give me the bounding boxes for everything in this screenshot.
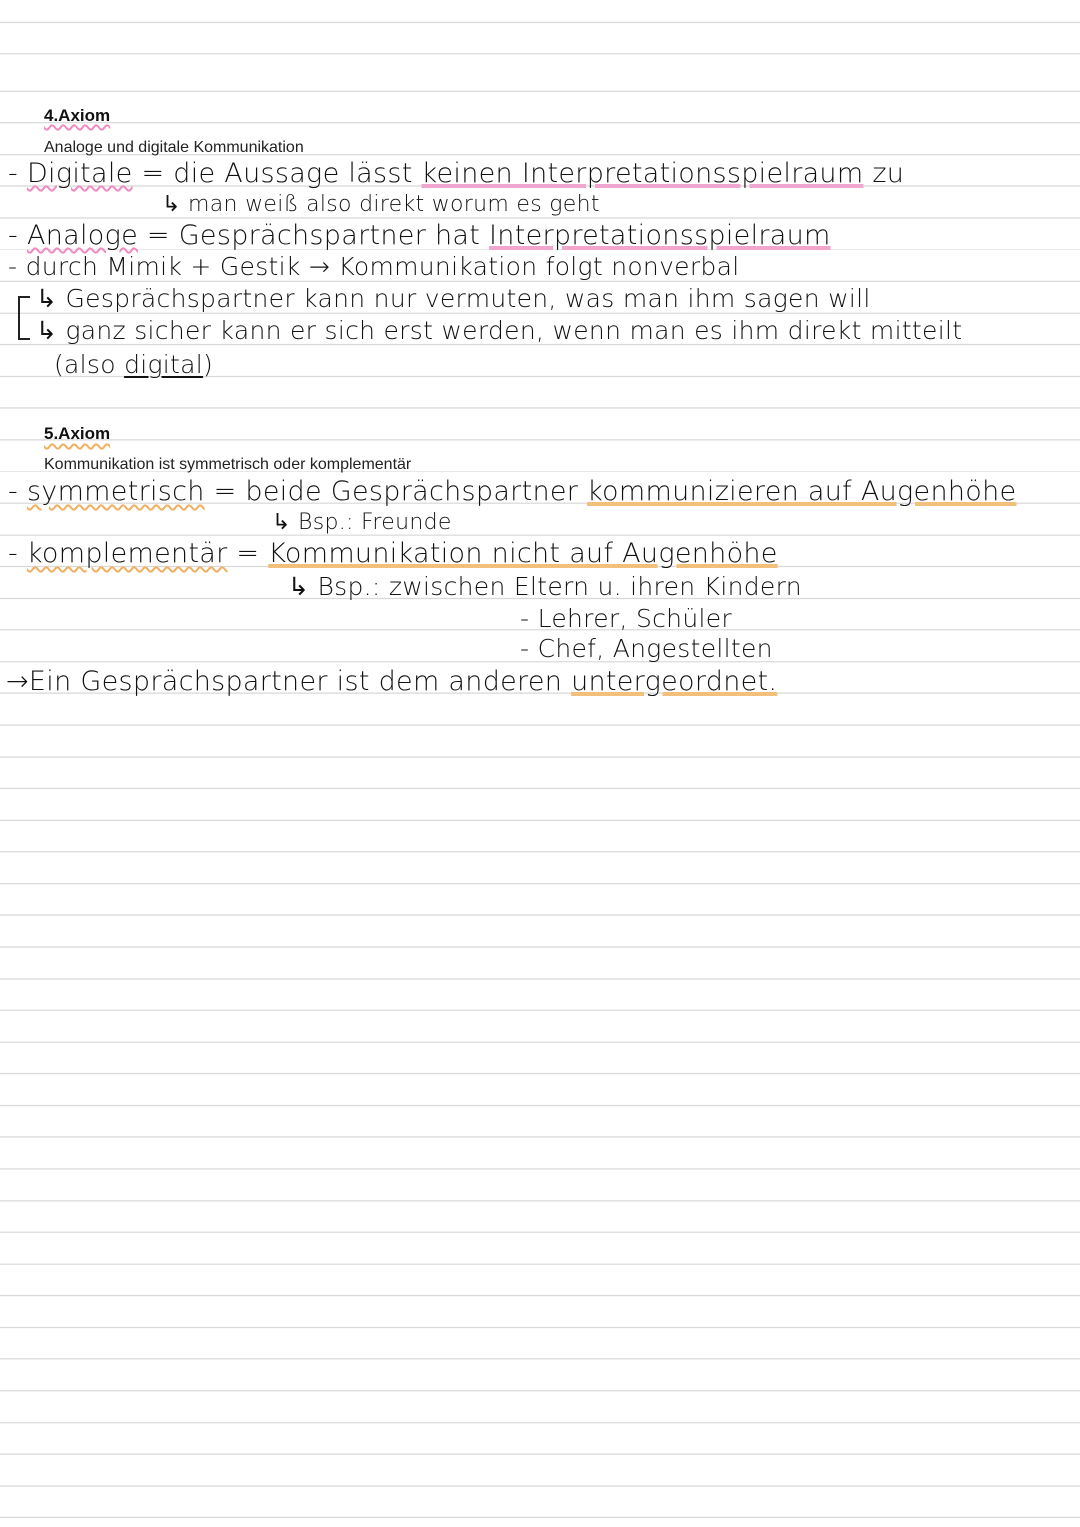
term-digital: digital xyxy=(124,350,204,379)
axiom5-title: 5.Axiom xyxy=(44,424,111,443)
axiom5-line-komplementaer: - komplementär = Kommunikation nicht auf Augenhöhe xyxy=(8,538,778,569)
axiom5-line-chef: - Chef, Angestellten xyxy=(520,634,773,663)
axiom4-line-also-digital: (also digital) xyxy=(54,350,214,379)
axiom5-line-lehrer: - Lehrer, Schüler xyxy=(520,604,732,633)
axiom5-subtitle: Kommunikation ist symmetrisch oder komplementär xyxy=(44,456,412,473)
axiom5-line-eltern: ↳ Bsp.: zwischen Eltern u. ihren Kindern xyxy=(288,572,802,601)
axiom4-line-vermuten: ↳ Gesprächspartner kann nur vermuten, was man ihm sagen will xyxy=(36,284,871,313)
axiom5-line-freunde: ↳ Bsp.: Freunde xyxy=(272,510,452,535)
highlight-nicht-augenhoehe: Kommunikation nicht auf Augenhöhe xyxy=(268,538,778,569)
highlight-untergeordnet: untergeordnet. xyxy=(571,666,778,697)
axiom4-line-digitale: - Digitale = die Aussage lässt keinen Interpretationsspielraum zu xyxy=(8,158,905,189)
axiom4-line-mimik: - durch Mimik + Gestik → Kommunikation folgt nonverbal xyxy=(8,252,740,281)
axiom4-line-weiss: ↳ man weiß also direkt worum es geht xyxy=(162,192,600,217)
highlight-keinen-spielraum: keinen Interpretationsspielraum xyxy=(421,158,864,189)
axiom4-title: 4.Axiom xyxy=(44,106,111,125)
axiom4-line-sicher: ↳ ganz sicher kann er sich erst werden, wenn man es ihm direkt mitteilt xyxy=(36,316,963,345)
term-digitale: Digitale xyxy=(26,158,133,189)
bracket-icon xyxy=(18,296,30,340)
term-komplementaer: komplementär xyxy=(26,538,228,569)
axiom4-line-analoge: - Analoge = Gesprächspartner hat Interpretationsspielraum xyxy=(8,220,831,251)
axiom5-line-symmetrisch: - symmetrisch = beide Gesprächspartner kommunizieren auf Augenhöhe xyxy=(8,476,1017,507)
highlight-augenhoehe: kommunizieren auf Augenhöhe xyxy=(587,476,1017,507)
term-analoge: Analoge xyxy=(26,220,138,251)
term-symmetrisch: symmetrisch xyxy=(26,476,205,507)
axiom5-line-untergeordnet: →Ein Gesprächspartner ist dem anderen untergeordnet. xyxy=(6,666,778,697)
highlight-spielraum: Interpretationsspielraum xyxy=(489,220,831,251)
axiom4-subtitle: Analoge und digitale Kommunikation xyxy=(44,139,304,156)
